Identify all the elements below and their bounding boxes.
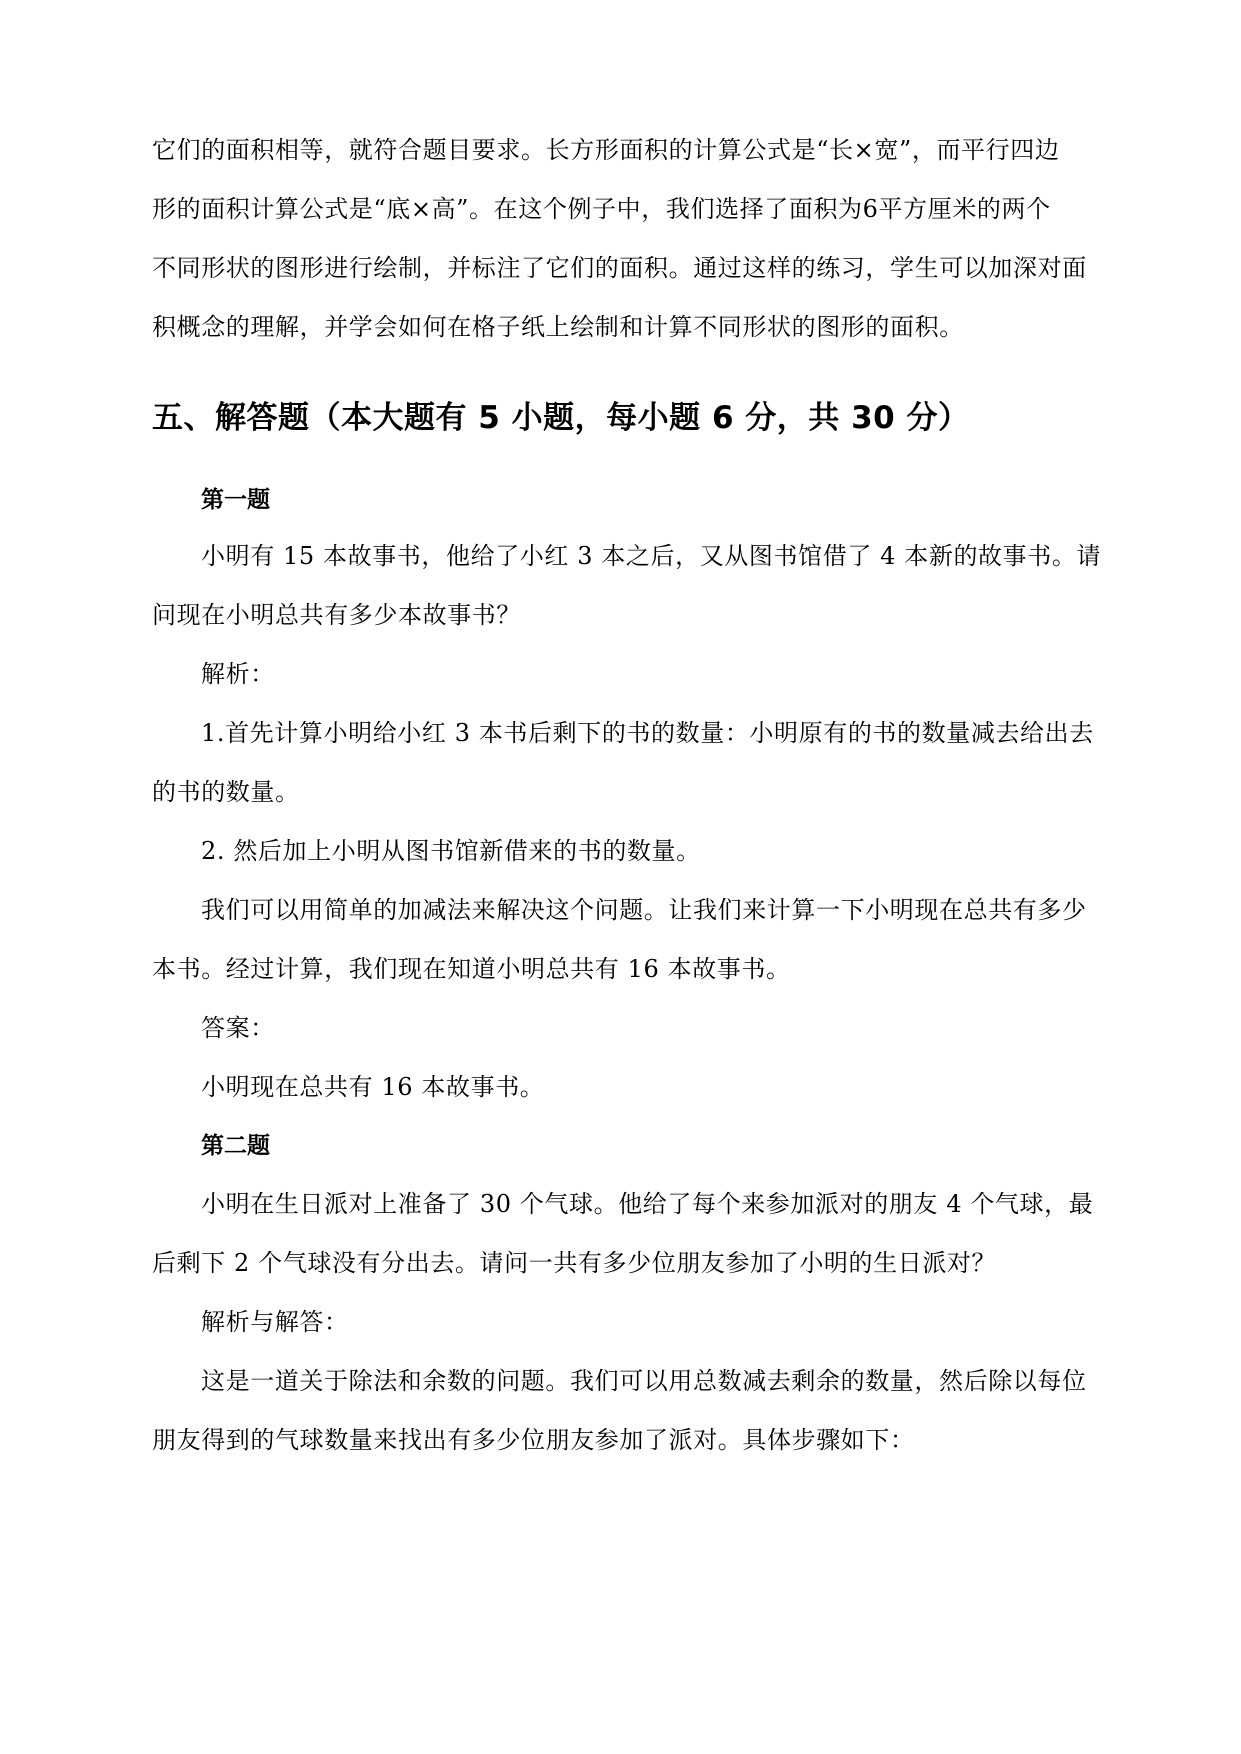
question-2-explanation-line: 朋友得到的气球数量来找出有多少位朋友参加了派对。具体步骤如下：: [152, 1426, 915, 1454]
question-1-problem-line: 问现在小明总共有多少本故事书？: [152, 601, 521, 629]
question-1-analysis-label: 解析：: [201, 660, 275, 688]
question-1-title: 第一题: [201, 487, 270, 513]
question-2-problem-line: 后剩下 2 个气球没有分出去。请问一共有多少位朋友参加了小明的生日派对？: [152, 1249, 997, 1277]
question-1-answer: 小明现在总共有 16 本故事书。: [201, 1073, 545, 1101]
question-1-explanation-line: 本书。经过计算，我们现在知道小明总共有 16 本故事书。: [152, 955, 791, 983]
question-2-problem-line: 小明在生日派对上准备了 30 个气球。他给了每个来参加派对的朋友 4 个气球，最: [201, 1190, 1094, 1218]
question-1-explanation-line: 我们可以用简单的加减法来解决这个问题。让我们来计算一下小明现在总共有多少: [201, 896, 1087, 924]
question-2-title: 第二题: [201, 1133, 270, 1159]
question-2-analysis-label: 解析与解答：: [201, 1308, 349, 1336]
paragraph-line: 积概念的理解，并学会如何在格子纸上绘制和计算不同形状的图形的面积。: [152, 313, 964, 341]
paragraph-line: 形的面积计算公式是“底×高”。在这个例子中，我们选择了面积为6平方厘米的两个: [152, 195, 1051, 223]
section-heading: 五、解答题（本大题有 5 小题，每小题 6 分，共 30 分）: [152, 400, 970, 436]
question-2-explanation-line: 这是一道关于除法和余数的问题。我们可以用总数减去剩余的数量，然后除以每位: [201, 1367, 1087, 1395]
question-1-step-1-line: 1.首先计算小明给小红 3 本书后剩下的书的数量：小明原有的书的数量减去给出去: [201, 719, 1094, 747]
paragraph-line: 不同形状的图形进行绘制，并标注了它们的面积。通过这样的练习，学生可以加深对面: [152, 254, 1087, 282]
question-1-answer-label: 答案：: [201, 1014, 275, 1042]
question-1-step-1-line: 的书的数量。: [152, 778, 300, 806]
question-1-problem-line: 小明有 15 本故事书，他给了小红 3 本之后，又从图书馆借了 4 本新的故事书。请: [201, 542, 1102, 570]
paragraph-line: 它们的面积相等，就符合题目要求。长方形面积的计算公式是“长×宽”，而平行四边: [152, 136, 1060, 164]
question-1-step-2: 2. 然后加上小明从图书馆新借来的书的数量。: [201, 837, 701, 865]
